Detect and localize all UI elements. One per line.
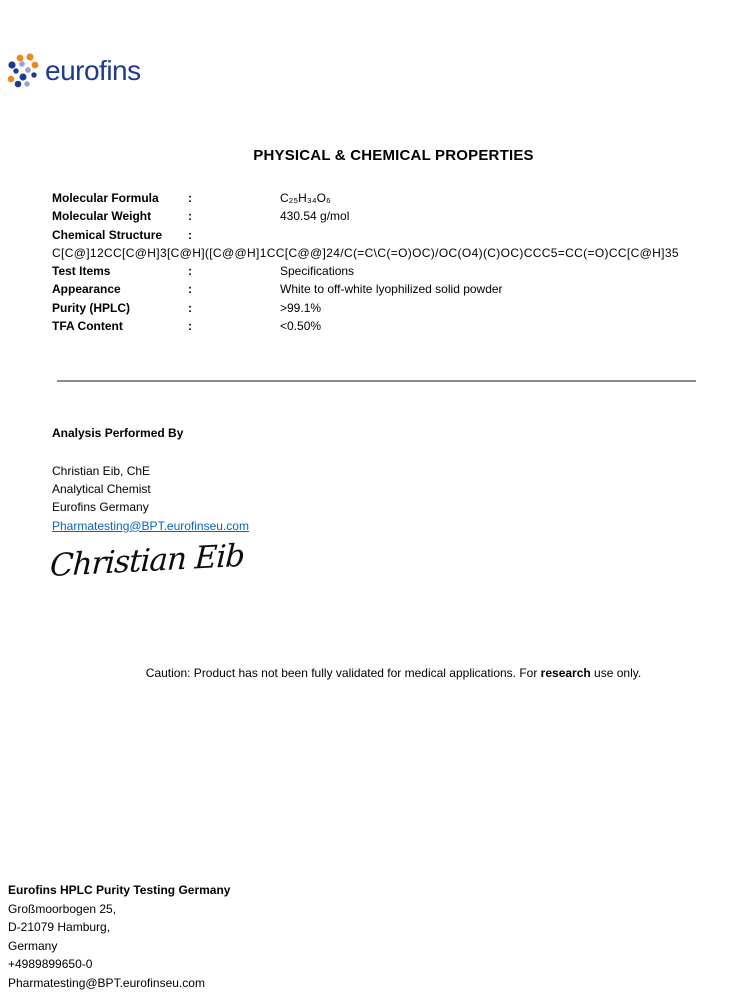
property-row-test-items [52,262,756,280]
property-colon: : [188,300,192,315]
property-label: Purity (HPLC) [52,300,130,315]
property-label: Molecular Formula [52,191,159,205]
caution-text: Caution: Product has not been fully validated for medical applications. For [145,666,541,680]
property-value: 430.54 g/mol [280,209,350,224]
smiles-string: C[C@]12CC[C@H]3[C@H]([C@@H]1CC[C@@]24/C(=C\C(=O)OC)/OC(O4)(C)OC)CCC5=CC(=O)CC[C@H]35 [52,245,679,260]
analyst-block [52,462,249,535]
property-colon: : [188,282,192,297]
caution-note [52,666,735,680]
property-row-molecular-weight [52,207,756,225]
property-colon: : [188,191,192,205]
property-value [280,226,756,244]
eurofins-wordmark: eurofins [45,55,141,86]
property-value: Specifications [280,264,355,279]
analyst-org: Eurofins Germany [52,500,149,515]
page-title: PHYSICAL & CHEMICAL PROPERTIES [253,147,534,164]
caution-suffix: use only. [590,666,642,680]
footer-company: Eurofins HPLC Purity Testing Germany [8,883,231,897]
footer-email: Pharmatesting@BPT.eurofinseu.com [8,975,205,990]
property-colon: : [188,264,192,279]
property-row-tfa-content [52,317,756,335]
horizontal-divider [57,380,696,382]
footer-country: Germany [8,938,58,953]
property-value: White to off-white lyophilized solid powder [280,282,503,297]
property-row-appearance [52,280,756,298]
property-row-chemical-structure [52,226,756,244]
caution-research-bold: research [540,666,591,680]
property-colon: : [188,227,192,242]
eurofins-logo [8,53,141,89]
property-label: Appearance [52,282,121,297]
property-label: Molecular Weight [52,209,152,224]
handwritten-signature: Christian Eib [49,537,246,585]
analyst-name: Christian Eib, ChE [52,464,151,478]
property-label: Test Items [52,264,111,279]
property-row-purity [52,299,756,317]
property-colon: : [188,209,192,224]
footer-street: Großmoorbogen 25, [8,901,117,916]
property-colon: : [188,319,192,334]
footer-phone: +4989899650-0 [8,957,93,972]
analyst-email-link[interactable]: Pharmatesting@BPT.eurofinseu.com [52,518,249,533]
analyst-role: Analytical Chemist [52,482,151,497]
analysis-performed-by-heading: Analysis Performed By [52,426,184,440]
footer-city: D-21079 Hamburg, [8,920,111,935]
property-label: TFA Content [52,319,123,334]
eurofins-dots-icon [8,53,39,89]
property-value: >99.1% [280,300,322,315]
property-value: C₂₅H₃₄O₆ [280,191,331,205]
footer-address-block [8,881,230,993]
property-row-molecular-formula [52,189,756,207]
properties-table [52,189,756,335]
property-label: Chemical Structure [52,227,163,242]
property-value: <0.50% [280,319,322,334]
